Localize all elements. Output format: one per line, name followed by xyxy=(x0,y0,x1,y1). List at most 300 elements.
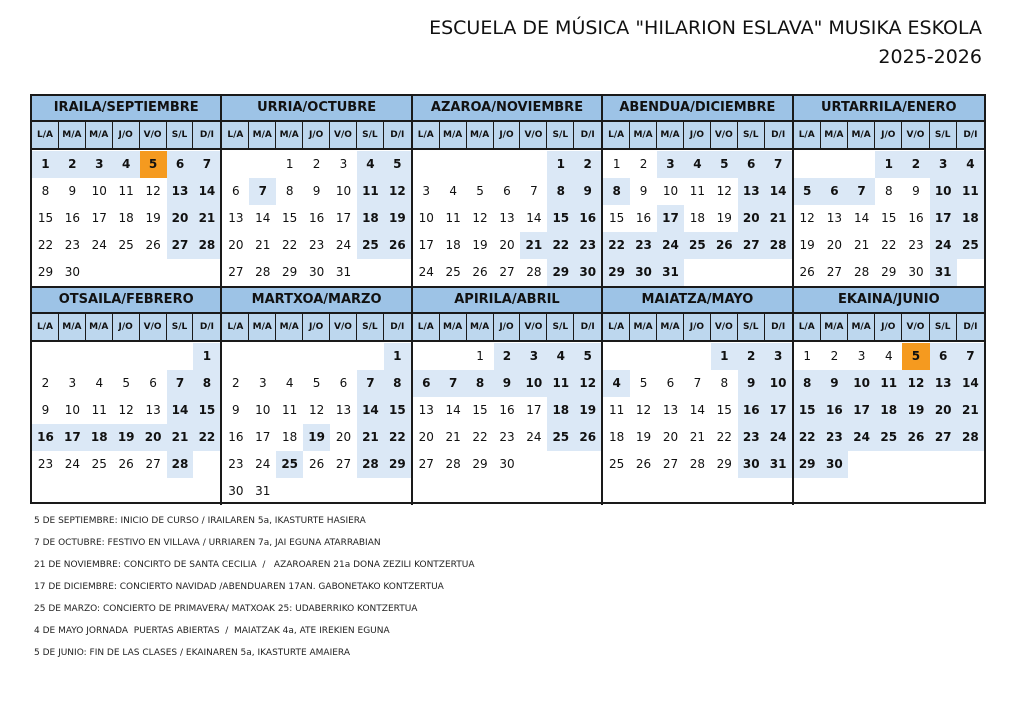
day-cell: 6 xyxy=(738,151,765,178)
day-cell: 22 xyxy=(794,424,821,451)
day-cell: 20 xyxy=(228,238,244,252)
day-cell: 26 xyxy=(635,457,652,471)
day-cell: 2 xyxy=(639,157,648,171)
weekday-label: M/A xyxy=(86,314,113,340)
weekday-label: M/A xyxy=(276,122,303,148)
weekday-label: J/O xyxy=(875,314,902,340)
day-cell: 16 xyxy=(635,211,652,225)
day-cell: 15 xyxy=(472,403,488,417)
day-cell: 30 xyxy=(908,265,924,279)
weekday-label: V/O xyxy=(902,122,929,148)
day-cell: 24 xyxy=(335,238,352,252)
day-cell: 28 xyxy=(357,451,384,478)
day-cell: 17 xyxy=(526,403,542,417)
days-grid xyxy=(794,150,984,286)
week-row xyxy=(603,232,791,259)
weekday-label: S/L xyxy=(930,122,957,148)
day-cell: 8 xyxy=(467,370,494,397)
week-row xyxy=(794,424,984,451)
day-cell: 14 xyxy=(357,397,384,424)
weekday-label: L/A xyxy=(603,122,630,148)
week-row xyxy=(222,178,410,205)
empty-day-cell xyxy=(249,343,276,370)
day-cell: 15 xyxy=(881,211,897,225)
week-row xyxy=(222,451,410,478)
day-cell: 29 xyxy=(472,457,488,471)
week-row xyxy=(603,370,791,397)
day-cell: 3 xyxy=(258,376,267,390)
calendar-note: 5 DE JUNIO: FIN DE LAS CLASES / EKAINAREN 5a, IKASTURTE AMAIERA xyxy=(34,648,350,658)
day-cell: 18 xyxy=(609,430,625,444)
day-cell: 27 xyxy=(930,424,957,451)
weekday-label: J/O xyxy=(684,314,711,340)
day-cell: 9 xyxy=(821,370,848,397)
day-cell: 24 xyxy=(657,232,684,259)
day-cell: 16 xyxy=(574,205,601,232)
day-cell: 29 xyxy=(794,451,821,478)
day-cell: 7 xyxy=(167,370,194,397)
day-cell: 26 xyxy=(308,457,325,471)
empty-day-cell xyxy=(494,151,521,178)
day-cell: 6 xyxy=(339,376,348,390)
week-row xyxy=(222,397,410,424)
day-cell: 28 xyxy=(765,232,792,259)
day-cell: 10 xyxy=(520,370,547,397)
day-cell: 2 xyxy=(59,151,86,178)
weekday-label: M/A xyxy=(276,314,303,340)
weekday-label: J/O xyxy=(494,314,521,340)
weekday-label: M/A xyxy=(467,314,494,340)
day-cell: 3 xyxy=(657,151,684,178)
day-cell: 17 xyxy=(59,424,86,451)
empty-day-cell xyxy=(193,451,220,478)
day-cell: 3 xyxy=(520,343,547,370)
day-cell: 12 xyxy=(145,184,161,198)
day-cell: 22 xyxy=(37,238,54,252)
day-cell: 8 xyxy=(884,184,893,198)
day-cell: 6 xyxy=(930,343,957,370)
week-row xyxy=(794,178,984,205)
empty-day-cell xyxy=(467,151,494,178)
month-block xyxy=(603,96,793,288)
weekday-label: L/A xyxy=(794,314,821,340)
day-cell: 16 xyxy=(821,397,848,424)
day-cell: 15 xyxy=(193,397,220,424)
day-cell: 22 xyxy=(881,238,897,252)
day-cell: 10 xyxy=(930,178,957,205)
month-name: URTARRILA/ENERO xyxy=(794,96,984,122)
day-cell: 9 xyxy=(68,184,77,198)
day-cell: 11 xyxy=(609,403,625,417)
day-cell: 6 xyxy=(413,370,440,397)
day-cell: 6 xyxy=(503,184,511,198)
day-cell: 12 xyxy=(308,403,325,417)
weekday-header-row xyxy=(603,122,791,150)
day-cell: 1 xyxy=(875,151,902,178)
day-cell: 16 xyxy=(308,211,325,225)
week-row xyxy=(32,232,220,259)
month-name: OTSAILA/FEBRERO xyxy=(32,288,220,314)
day-cell: 7 xyxy=(693,376,702,390)
day-cell: 18 xyxy=(118,211,134,225)
weekday-label: L/A xyxy=(222,314,249,340)
week-row xyxy=(603,205,791,232)
empty-day-cell xyxy=(440,151,467,178)
day-cell: 3 xyxy=(339,157,348,171)
empty-day-cell xyxy=(32,343,59,370)
day-cell: 29 xyxy=(603,259,630,286)
week-row xyxy=(222,343,410,370)
day-cell: 29 xyxy=(37,265,54,279)
day-cell: 26 xyxy=(145,238,161,252)
empty-day-cell xyxy=(413,151,440,178)
day-cell: 12 xyxy=(384,178,411,205)
month-name: IRAILA/SEPTIEMBRE xyxy=(32,96,220,122)
day-cell: 27 xyxy=(335,457,352,471)
day-cell: 17 xyxy=(255,430,271,444)
day-cell: 20 xyxy=(335,430,352,444)
school-calendar-grid xyxy=(30,94,986,504)
weekday-label: S/L xyxy=(738,314,765,340)
day-cell: 2 xyxy=(738,343,765,370)
empty-day-cell xyxy=(574,451,601,478)
day-cell: 1 xyxy=(711,343,738,370)
day-cell: 27 xyxy=(738,232,765,259)
weekday-label: S/L xyxy=(167,314,194,340)
day-cell: 23 xyxy=(64,238,80,252)
day-cell: 4 xyxy=(957,151,984,178)
days-grid xyxy=(413,150,601,286)
week-row xyxy=(413,259,601,286)
day-cell: 17 xyxy=(418,238,434,252)
day-cell: 12 xyxy=(799,211,815,225)
empty-day-cell xyxy=(440,343,467,370)
day-cell: 8 xyxy=(794,370,821,397)
day-cell: 30 xyxy=(574,259,601,286)
day-cell: 8 xyxy=(547,178,574,205)
day-cell: 4 xyxy=(285,376,294,390)
day-cell: 5 xyxy=(794,178,821,205)
empty-day-cell xyxy=(630,343,657,370)
weekday-label: M/A xyxy=(848,122,875,148)
day-cell: 22 xyxy=(547,232,574,259)
day-cell: 18 xyxy=(86,424,113,451)
day-cell: 9 xyxy=(738,370,765,397)
day-cell: 13 xyxy=(826,211,843,225)
empty-day-cell xyxy=(765,259,792,286)
month-name: APIRILA/ABRIL xyxy=(413,288,601,314)
day-cell: 7 xyxy=(357,370,384,397)
day-cell: 14 xyxy=(255,211,271,225)
weekday-label: S/L xyxy=(357,314,384,340)
weekday-label: M/A xyxy=(657,314,684,340)
day-cell: 4 xyxy=(603,370,630,397)
day-cell: 8 xyxy=(285,184,294,198)
weekday-label: D/I xyxy=(199,322,214,332)
day-cell: 22 xyxy=(716,430,732,444)
weekday-header-row xyxy=(603,314,791,342)
weekday-label: D/I xyxy=(771,130,786,140)
day-cell: 11 xyxy=(957,178,984,205)
weekday-label: D/I xyxy=(580,130,595,140)
day-cell: 20 xyxy=(738,205,765,232)
weekday-label: M/A xyxy=(821,122,848,148)
month-name: URRIA/OCTUBRE xyxy=(222,96,410,122)
day-cell: 6 xyxy=(821,178,848,205)
day-cell: 24 xyxy=(255,457,271,471)
day-cell: 21 xyxy=(853,238,870,252)
day-cell: 30 xyxy=(64,265,80,279)
day-cell: 28 xyxy=(957,424,984,451)
day-cell: 7 xyxy=(193,151,220,178)
day-cell: 20 xyxy=(418,430,434,444)
day-cell: 2 xyxy=(574,151,601,178)
day-cell: 2 xyxy=(232,376,240,390)
weekday-label: S/L xyxy=(547,314,574,340)
weekday-label: V/O xyxy=(711,122,738,148)
weekday-label: M/A xyxy=(440,122,467,148)
day-cell: 18 xyxy=(357,205,384,232)
day-cell: 10 xyxy=(255,403,271,417)
day-cell: 11 xyxy=(357,178,384,205)
day-cell: 2 xyxy=(494,343,521,370)
days-grid xyxy=(222,342,410,505)
weekday-label: S/L xyxy=(167,122,194,148)
week-row xyxy=(794,397,984,424)
day-cell: 13 xyxy=(738,178,765,205)
week-row xyxy=(413,178,601,205)
week-row xyxy=(32,370,220,397)
empty-day-cell xyxy=(86,259,113,286)
day-cell: 28 xyxy=(526,265,542,279)
day-cell: 28 xyxy=(255,265,271,279)
month-block xyxy=(32,288,222,505)
day-cell: 19 xyxy=(574,397,601,424)
day-cell: 28 xyxy=(445,457,461,471)
week-row xyxy=(32,178,220,205)
day-cell: 15 xyxy=(609,211,625,225)
empty-day-cell xyxy=(276,343,303,370)
day-cell: 3 xyxy=(422,184,431,198)
week-row xyxy=(413,232,601,259)
empty-day-cell xyxy=(357,343,384,370)
weekday-label: D/I xyxy=(390,130,405,140)
week-row xyxy=(32,451,220,478)
weekday-label: S/L xyxy=(930,314,957,340)
week-row xyxy=(794,370,984,397)
empty-day-cell xyxy=(140,259,167,286)
day-cell: 23 xyxy=(499,430,515,444)
day-cell: 20 xyxy=(167,205,194,232)
day-cell: 20 xyxy=(499,238,515,252)
day-cell: 22 xyxy=(472,430,488,444)
day-cell: 30 xyxy=(821,451,848,478)
weekday-label: V/O xyxy=(711,314,738,340)
calendar-note: 4 DE MAYO JORNADA PUERTAS ABIERTAS / MAIATZAK 4a, ATE IREKIEN EGUNA xyxy=(34,626,390,636)
empty-day-cell xyxy=(794,151,821,178)
day-cell: 10 xyxy=(91,184,107,198)
day-cell: 26 xyxy=(799,265,815,279)
day-cell: 14 xyxy=(853,211,870,225)
day-cell: 29 xyxy=(547,259,574,286)
empty-day-cell xyxy=(848,151,875,178)
empty-day-cell xyxy=(738,259,765,286)
week-row xyxy=(603,451,791,478)
day-cell: 5 xyxy=(639,376,648,390)
calendar-notes xyxy=(34,510,475,664)
day-cell: 1 xyxy=(803,349,811,363)
weekday-label: J/O xyxy=(684,122,711,148)
week-row xyxy=(32,259,220,286)
day-cell: 14 xyxy=(526,211,542,225)
month-block xyxy=(222,288,412,505)
day-cell: 8 xyxy=(603,178,630,205)
day-cell: 24 xyxy=(91,238,107,252)
day-cell: 20 xyxy=(826,238,843,252)
day-cell: 16 xyxy=(738,397,765,424)
weekday-label: S/L xyxy=(357,122,384,148)
day-cell: 31 xyxy=(765,451,792,478)
day-cell: 7 xyxy=(957,343,984,370)
weekday-label: L/A xyxy=(413,314,440,340)
day-cell: 5 xyxy=(711,151,738,178)
weekday-label: M/A xyxy=(59,314,86,340)
week-row xyxy=(413,424,601,451)
empty-day-cell xyxy=(684,343,711,370)
day-cell: 28 xyxy=(193,232,220,259)
weekday-header-row xyxy=(222,122,410,150)
month-block xyxy=(32,96,222,288)
week-row xyxy=(603,178,791,205)
day-cell: 9 xyxy=(912,184,920,198)
weekday-label: M/A xyxy=(821,314,848,340)
day-cell: 19 xyxy=(145,211,161,225)
weekday-label: D/I xyxy=(390,322,405,332)
weekday-label: L/A xyxy=(794,122,821,148)
day-cell: 25 xyxy=(875,424,902,451)
day-cell: 3 xyxy=(857,349,866,363)
day-cell: 15 xyxy=(547,205,574,232)
empty-day-cell xyxy=(222,343,249,370)
day-cell: 24 xyxy=(526,430,542,444)
day-cell: 26 xyxy=(574,424,601,451)
week-row xyxy=(603,397,791,424)
day-cell: 15 xyxy=(384,397,411,424)
day-cell: 25 xyxy=(357,232,384,259)
day-cell: 20 xyxy=(930,397,957,424)
weekday-label: D/I xyxy=(963,322,978,332)
empty-day-cell xyxy=(957,451,984,478)
day-cell: 12 xyxy=(118,403,134,417)
day-cell: 25 xyxy=(118,238,134,252)
day-cell: 9 xyxy=(574,178,601,205)
day-cell: 24 xyxy=(848,424,875,451)
week-row xyxy=(222,424,410,451)
week-row xyxy=(603,424,791,451)
day-cell: 10 xyxy=(765,370,792,397)
week-row xyxy=(413,205,601,232)
day-cell: 21 xyxy=(765,205,792,232)
weekday-label: V/O xyxy=(902,314,929,340)
week-row xyxy=(222,151,410,178)
calendar-note: 5 DE SEPTIEMBRE: INICIO DE CURSO / IRAILAREN 5a, IKASTURTE HASIERA xyxy=(34,516,366,526)
week-row xyxy=(794,232,984,259)
weekday-label: V/O xyxy=(520,122,547,148)
day-cell: 14 xyxy=(167,397,194,424)
day-cell: 15 xyxy=(282,211,298,225)
week-row xyxy=(413,397,601,424)
day-cell: 7 xyxy=(249,178,276,205)
weekday-label: D/I xyxy=(963,130,978,140)
day-cell: 18 xyxy=(875,397,902,424)
empty-day-cell xyxy=(86,343,113,370)
day-cell: 10 xyxy=(418,211,434,225)
day-cell: 17 xyxy=(657,205,684,232)
empty-day-cell xyxy=(193,259,220,286)
day-cell: 31 xyxy=(255,484,271,498)
day-cell: 2 xyxy=(312,157,321,171)
day-cell: 11 xyxy=(875,370,902,397)
day-cell: 9 xyxy=(312,184,321,198)
day-cell: 17 xyxy=(91,211,107,225)
day-cell: 7 xyxy=(848,178,875,205)
day-cell: 9 xyxy=(639,184,648,198)
weekday-label: V/O xyxy=(140,122,167,148)
day-cell: 5 xyxy=(122,376,130,390)
day-cell: 22 xyxy=(603,232,630,259)
week-row xyxy=(794,205,984,232)
month-name: MARTXOA/MARZO xyxy=(222,288,410,314)
week-row xyxy=(794,451,984,478)
empty-day-cell xyxy=(547,451,574,478)
empty-day-cell xyxy=(357,478,384,505)
day-cell: 10 xyxy=(848,370,875,397)
weekday-label: J/O xyxy=(113,122,140,148)
empty-day-cell xyxy=(384,478,411,505)
day-cell: 27 xyxy=(826,265,843,279)
week-row xyxy=(413,451,601,478)
week-row xyxy=(222,232,410,259)
day-cell: 29 xyxy=(384,451,411,478)
day-cell: 19 xyxy=(902,397,929,424)
calendar-note: 17 DE DICIEMBRE: CONCIERTO NAVIDAD /ABENDUAREN 17AN. GABONETAKO KONTZERTUA xyxy=(34,582,444,592)
empty-day-cell xyxy=(902,451,929,478)
weekday-label: J/O xyxy=(303,122,330,148)
day-cell: 2 xyxy=(902,151,929,178)
day-cell: 18 xyxy=(689,211,706,225)
day-cell: 21 xyxy=(689,430,706,444)
week-row xyxy=(794,259,984,286)
day-cell: 5 xyxy=(902,343,929,370)
month-block xyxy=(413,288,603,505)
day-cell: 12 xyxy=(574,370,601,397)
weekday-label: M/A xyxy=(249,122,276,148)
day-cell: 25 xyxy=(957,232,984,259)
month-block xyxy=(222,96,412,288)
weekday-label: D/I xyxy=(199,130,214,140)
day-cell: 18 xyxy=(957,205,984,232)
empty-day-cell xyxy=(657,343,684,370)
day-cell: 10 xyxy=(662,184,679,198)
day-cell: 27 xyxy=(662,457,679,471)
day-cell: 2 xyxy=(41,376,50,390)
day-cell: 1 xyxy=(285,157,294,171)
empty-day-cell xyxy=(930,451,957,478)
empty-day-cell xyxy=(520,451,547,478)
day-cell: 3 xyxy=(930,151,957,178)
empty-day-cell xyxy=(957,259,984,286)
week-row xyxy=(32,151,220,178)
